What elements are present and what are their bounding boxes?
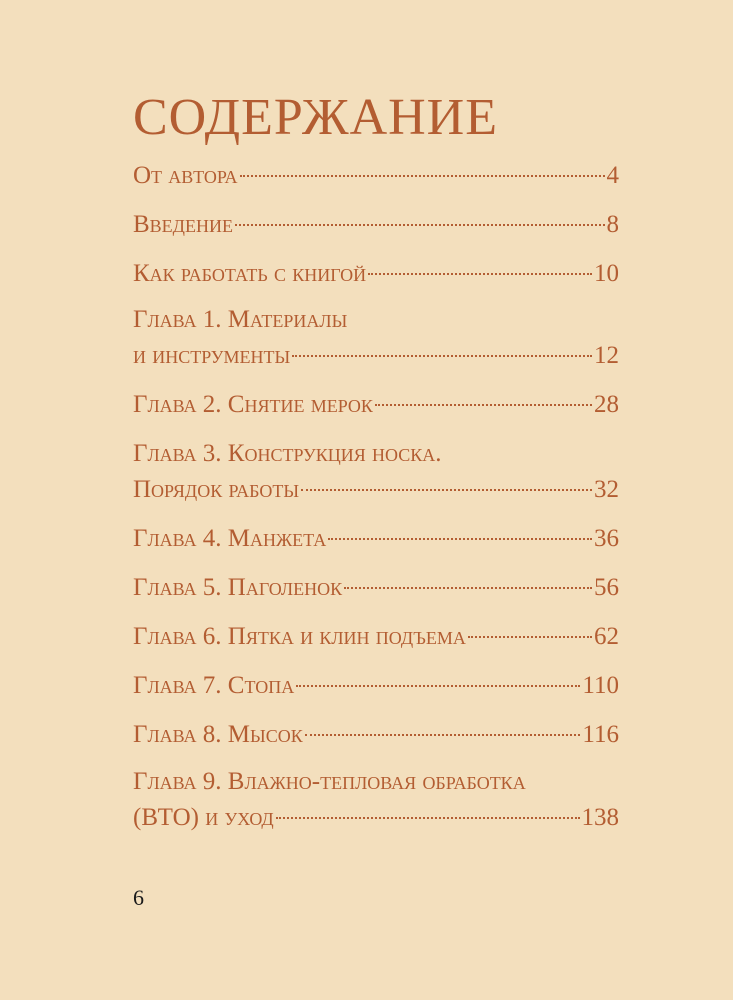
toc-entry-page: 56 xyxy=(594,574,619,601)
toc-entry-title: От автора xyxy=(133,162,238,189)
toc-entry[interactable] xyxy=(133,570,619,606)
toc-entry-title: Порядок работы xyxy=(133,476,300,503)
toc-entry-title: Глава 2. Снятие мерок xyxy=(133,391,373,418)
toc-entry-row xyxy=(133,158,619,194)
toc-entry-title: Глава 1. Материалы xyxy=(133,306,348,333)
toc-entry-title: Глава 3. Конструкция носка. xyxy=(133,440,442,467)
dot-leader xyxy=(368,273,592,275)
toc-entry-row xyxy=(133,387,619,423)
dot-leader xyxy=(276,817,580,819)
toc-entry-row xyxy=(133,256,619,292)
dot-leader xyxy=(468,636,592,638)
toc-entry-row xyxy=(133,717,619,753)
toc-entry-page: 4 xyxy=(606,162,619,189)
toc-entry-row xyxy=(133,338,619,374)
toc-entry-title: Глава 5. Паголенок xyxy=(133,574,343,601)
toc-entry-page: 36 xyxy=(594,525,619,552)
toc-entry-row xyxy=(133,619,619,655)
toc-entry[interactable] xyxy=(133,764,619,836)
dot-leader xyxy=(301,489,592,491)
dot-leader xyxy=(235,224,605,226)
toc-entry-title: Глава 6. Пятка и клин подъема xyxy=(133,623,466,650)
toc-entry-title: и инструменты xyxy=(133,342,291,369)
toc-entry[interactable] xyxy=(133,717,619,753)
toc-entry[interactable] xyxy=(133,521,619,557)
toc-entry-page: 32 xyxy=(594,476,619,503)
toc-entry-title: (ВТО) и уход xyxy=(133,804,274,831)
toc-entry-page: 110 xyxy=(582,672,619,699)
toc-entry-title: Глава 7. Стопа xyxy=(133,672,295,699)
dot-leader xyxy=(305,734,581,736)
toc-entry-title: Как работать с книгой xyxy=(133,260,367,287)
toc-entry[interactable] xyxy=(133,207,619,243)
page-number: 6 xyxy=(133,885,144,910)
toc-entry-row xyxy=(133,207,619,243)
toc-entry-page: 138 xyxy=(581,804,619,831)
toc-entry-page: 62 xyxy=(594,623,619,650)
dot-leader xyxy=(240,175,605,177)
toc-entry[interactable] xyxy=(133,256,619,292)
table-of-contents xyxy=(133,158,619,836)
page-title: СОДЕРЖАНИЕ xyxy=(133,89,498,146)
toc-entry[interactable] xyxy=(133,436,619,508)
dot-leader xyxy=(328,538,592,540)
toc-entry-page: 12 xyxy=(594,342,619,369)
toc-entry-page: 10 xyxy=(594,260,619,287)
toc-entry-title: Глава 4. Манжета xyxy=(133,525,327,552)
toc-entry-row xyxy=(133,521,619,557)
toc-entry[interactable] xyxy=(133,302,619,374)
toc-entry-title: Глава 9. Влажно-тепловая обработка xyxy=(133,768,526,795)
dot-leader xyxy=(375,404,592,406)
toc-entry-title: Введение xyxy=(133,211,233,238)
toc-entry-title: Глава 8. Мысок xyxy=(133,721,303,748)
toc-entry-row xyxy=(133,668,619,704)
toc-entry-row xyxy=(133,570,619,606)
toc-entry[interactable] xyxy=(133,158,619,194)
toc-entry-page: 8 xyxy=(606,211,619,238)
dot-leader xyxy=(344,587,592,589)
dot-leader xyxy=(296,685,580,687)
toc-entry[interactable] xyxy=(133,619,619,655)
dot-leader xyxy=(292,355,592,357)
toc-entry[interactable] xyxy=(133,668,619,704)
toc-entry[interactable] xyxy=(133,387,619,423)
toc-entry-row xyxy=(133,800,619,836)
toc-entry-row xyxy=(133,472,619,508)
toc-entry-page: 28 xyxy=(594,391,619,418)
toc-entry-page: 116 xyxy=(582,721,619,748)
